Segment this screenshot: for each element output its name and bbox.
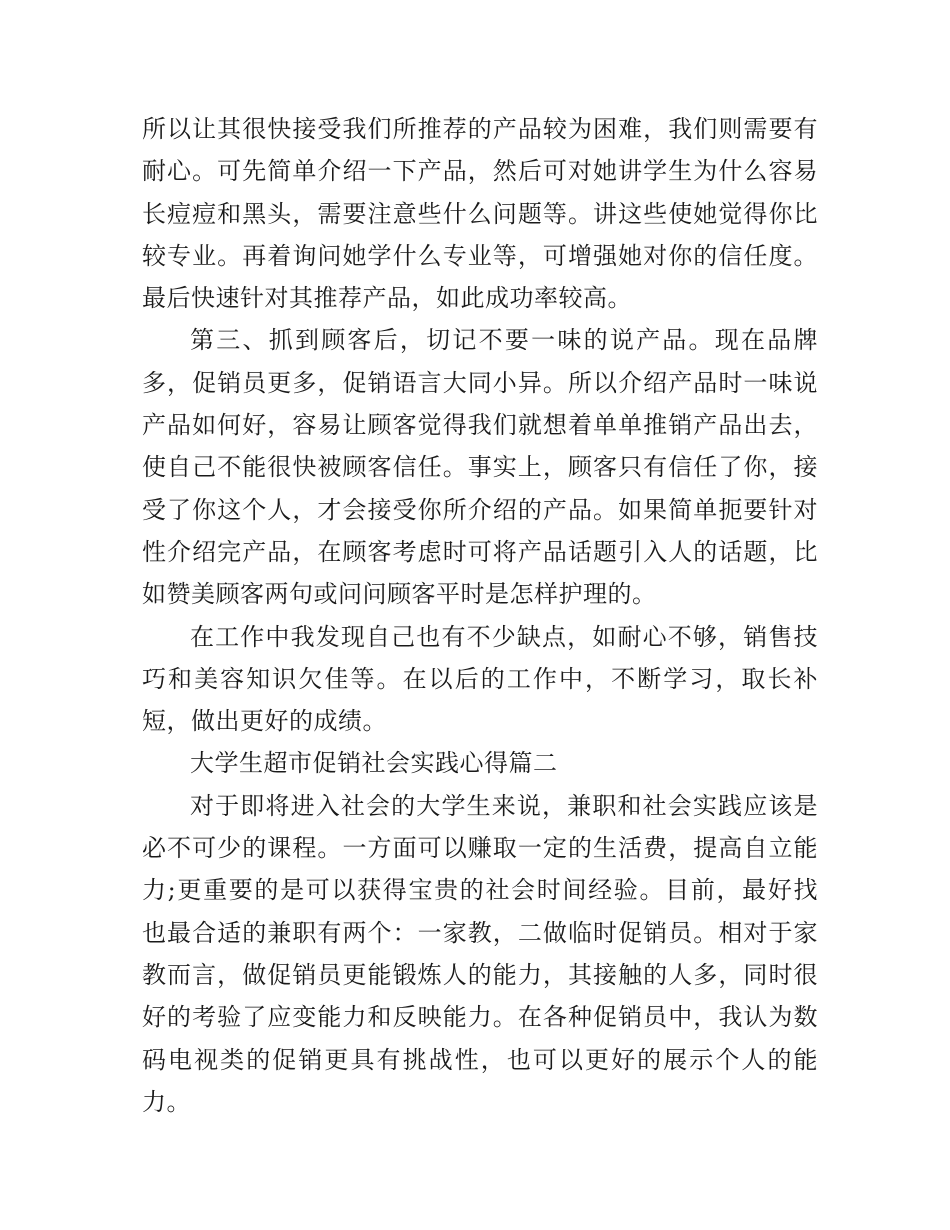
text-line: 好的考验了应变能力和反映能力。在各种促销员中，我认为数 [142,1003,818,1032]
text-line: 长痘痘和黑头，需要注意些什么问题等。讲这些使她觉得你比 [142,199,818,228]
section-heading [142,742,818,784]
text-line: 在工作中我发现自己也有不少缺点，如耐心不够，销售技 [190,622,818,651]
paragraph-part-two [142,785,818,1123]
text-line: 使自己不能很快被顾客信任。事实上，顾客只有信任了你，接 [142,453,818,482]
text-line: 最后快速针对其推荐产品，如此成功率较高。 [142,284,632,313]
text-line: 第三、抓到顾客后，切记不要一味的说产品。现在品牌 [190,326,818,355]
text-line: 多，促销员更多，促销语言大同小异。所以介绍产品时一味说 [142,368,818,397]
text-line: 力。 [142,1087,191,1116]
text-line: 性介绍完产品，在顾客考虑时可将产品话题引入人的话题，比 [142,537,818,566]
text-line: 对于即将进入社会的大学生来说，兼职和社会实践应该是 [190,791,818,820]
paragraph-continuation [142,108,818,319]
text-line: 较专业。再着询问她学什么专业等，可增强她对你的信任度。 [142,241,818,270]
text-line: 如赞美顾客两句或问问顾客平时是怎样护理的。 [142,580,657,609]
text-line: 必不可少的课程。一方面可以赚取一定的生活费，提高自立能 [142,834,818,863]
paragraph-third-point [142,319,818,615]
text-line: 也最合适的兼职有两个：一家教，二做临时促销员。相对于家 [142,918,818,947]
text-line: 大学生超市促销社会实践心得篇二 [190,749,558,778]
text-line: 产品如何好，容易让顾客觉得我们就想着单单推销产品出去， [142,411,818,440]
text-line: 所以让其很快接受我们所推荐的产品较为困难，我们则需要有 [142,115,818,143]
text-line: 短，做出更好的成绩。 [142,707,387,736]
text-line: 力;更重要的是可以获得宝贵的社会时间经验。目前，最好找 [142,876,818,905]
text-line: 耐心。可先简单介绍一下产品，然后可对她讲学生为什么容易 [142,157,818,186]
document-body [142,108,818,1123]
text-line: 巧和美容知识欠佳等。在以后的工作中，不断学习，取长补 [142,664,818,693]
text-line: 受了你这个人，才会接受你所介绍的产品。如果简单扼要针对 [142,495,818,524]
text-line: 教而言，做促销员更能锻炼人的能力，其接触的人多，同时很 [142,960,818,989]
paragraph-shortcomings [142,616,818,743]
text-line: 码电视类的促销更具有挑战性，也可以更好的展示个人的能 [142,1045,818,1074]
